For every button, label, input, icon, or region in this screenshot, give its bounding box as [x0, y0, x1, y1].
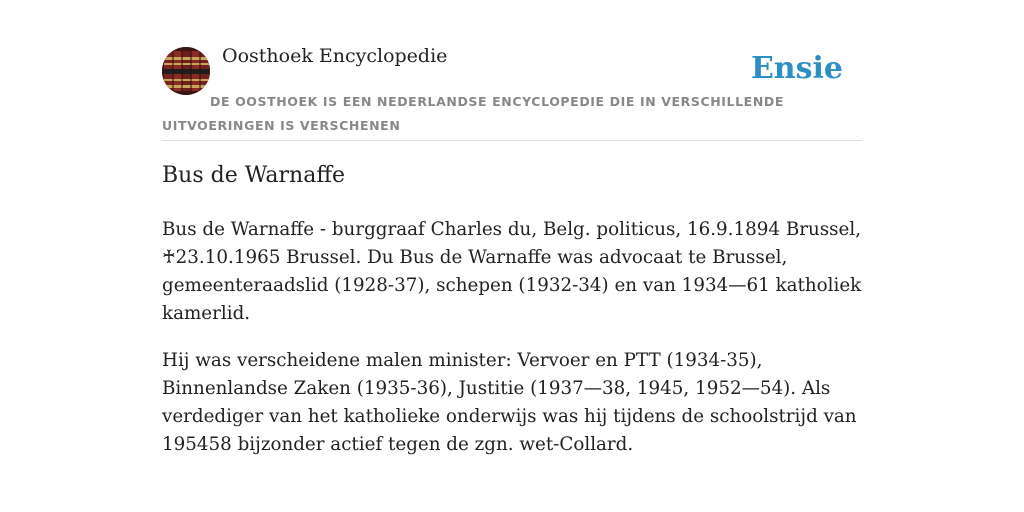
page-title: Bus de Warnaffe	[162, 163, 345, 188]
page	[162, 0, 862, 455]
site-tagline: DE OOSTHOEK IS EEN NEDERLANDSE ENCYCLOPEDIE DIE IN VERSCHILLENDE UITVOERINGEN IS VERSCHENEN	[162, 94, 784, 133]
brand-logo-link[interactable]: Ensie	[750, 51, 843, 86]
site-name-link[interactable]: Oosthoek Encyclopedie	[222, 45, 448, 67]
article-paragraph: Hij was verscheidene malen minister: Vervoer en PTT (1934-35), Binnenlandse Zaken (1935-36), Justitie (1937—38, 1945, 1952—54). Als verdediger van het katholieke onderwijs was hij tijdens de schoolstrijd van 195458 bijzonder actief tegen de zgn. wet-Collard.	[162, 350, 857, 455]
encyclopedia-books-icon[interactable]	[162, 47, 210, 95]
site-header	[162, 0, 862, 141]
article-paragraph: Bus de Warnaffe - burggraaf Charles du, Belg. politicus, 16.9.1894 Brussel, ♰23.10.1965 Brussel. Du Bus de Warnaffe was advocaat te Brussel, gemeenteraadslid (1928-37), schepen (1932-34) en van 1934—61 katholiek kamerlid.	[162, 219, 862, 324]
